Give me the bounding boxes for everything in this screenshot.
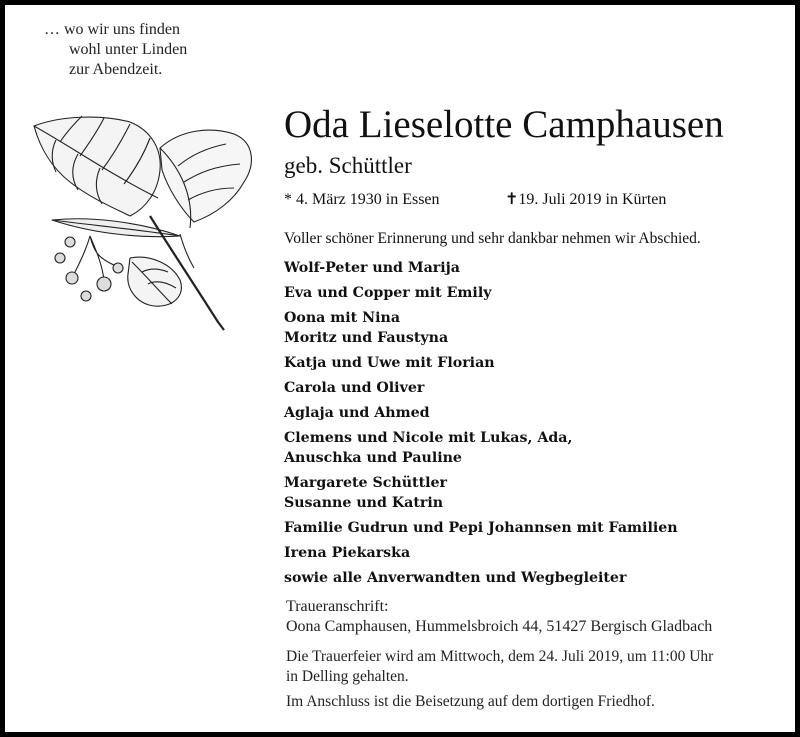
maiden-name: geb. Schüttler <box>284 153 412 178</box>
mourner-name: Aglaja und Ahmed <box>284 405 430 421</box>
mourner-name: Irena Piekarska <box>284 545 411 561</box>
mourner-name: Clemens und Nicole mit Lukas, Ada, <box>284 430 573 446</box>
address-value: Oona Camphausen, Hummelsbroich 44, 51427 Bergisch Gladbach <box>286 618 713 635</box>
mourner-group <box>284 403 678 423</box>
ceremony-line: in Delling gehalten. <box>286 668 409 685</box>
poem-line: … wo wir uns finden <box>44 21 180 38</box>
deceased-name: Oda Lieselotte Camphausen <box>284 103 724 146</box>
mourner-name: Anuschka und Pauline <box>284 450 462 466</box>
mourner-name: Carola und Oliver <box>284 380 425 396</box>
mourner-group <box>284 568 678 588</box>
mourner-group <box>284 378 678 398</box>
poem-line: zur Abendzeit. <box>69 61 163 78</box>
linden-leaf-illustration <box>30 108 270 338</box>
mourner-group <box>284 518 678 538</box>
ceremony-line: Die Trauerfeier wird am Mittwoch, dem 24. Juli 2019, um 11:00 Uhr <box>286 648 714 665</box>
death-date: ✝19. Juli 2019 in Kürten <box>505 191 667 208</box>
mourner-group <box>284 258 678 278</box>
mourner-group <box>284 353 678 373</box>
mourner-name: Oona mit Nina <box>284 310 401 326</box>
mourner-group <box>284 543 678 563</box>
poem-line: wohl unter Linden <box>69 41 188 58</box>
mourners-list <box>284 258 678 593</box>
mourner-group <box>284 308 678 348</box>
mourner-name: Moritz und Faustyna <box>284 330 449 346</box>
mourner-group <box>284 473 678 513</box>
farewell-text: Voller schöner Erinnerung und sehr dankbar nehmen wir Abschied. <box>284 230 701 247</box>
poem-verse <box>44 20 187 80</box>
mourner-name: Katja und Uwe mit Florian <box>284 355 495 371</box>
mourner-name: sowie alle Anverwandten und Wegbegleiter <box>284 570 627 586</box>
mourner-name: Familie Gudrun und Pepi Johannsen mit Familien <box>284 520 678 536</box>
mourner-group <box>284 283 678 303</box>
mourner-name: Susanne und Katrin <box>284 495 444 511</box>
mourner-name: Eva und Copper mit Emily <box>284 285 492 301</box>
burial-info: Im Anschluss ist die Beisetzung auf dem dortigen Friedhof. <box>286 693 655 710</box>
mourner-name: Wolf-Peter und Marija <box>284 260 460 276</box>
address-label: Traueranschrift: <box>286 598 389 615</box>
birth-date: * 4. März 1930 in Essen <box>284 191 440 208</box>
mourner-name: Margarete Schüttler <box>284 475 448 491</box>
ceremony-info <box>286 647 713 687</box>
mourner-group <box>284 428 678 468</box>
mourning-address <box>286 597 712 637</box>
